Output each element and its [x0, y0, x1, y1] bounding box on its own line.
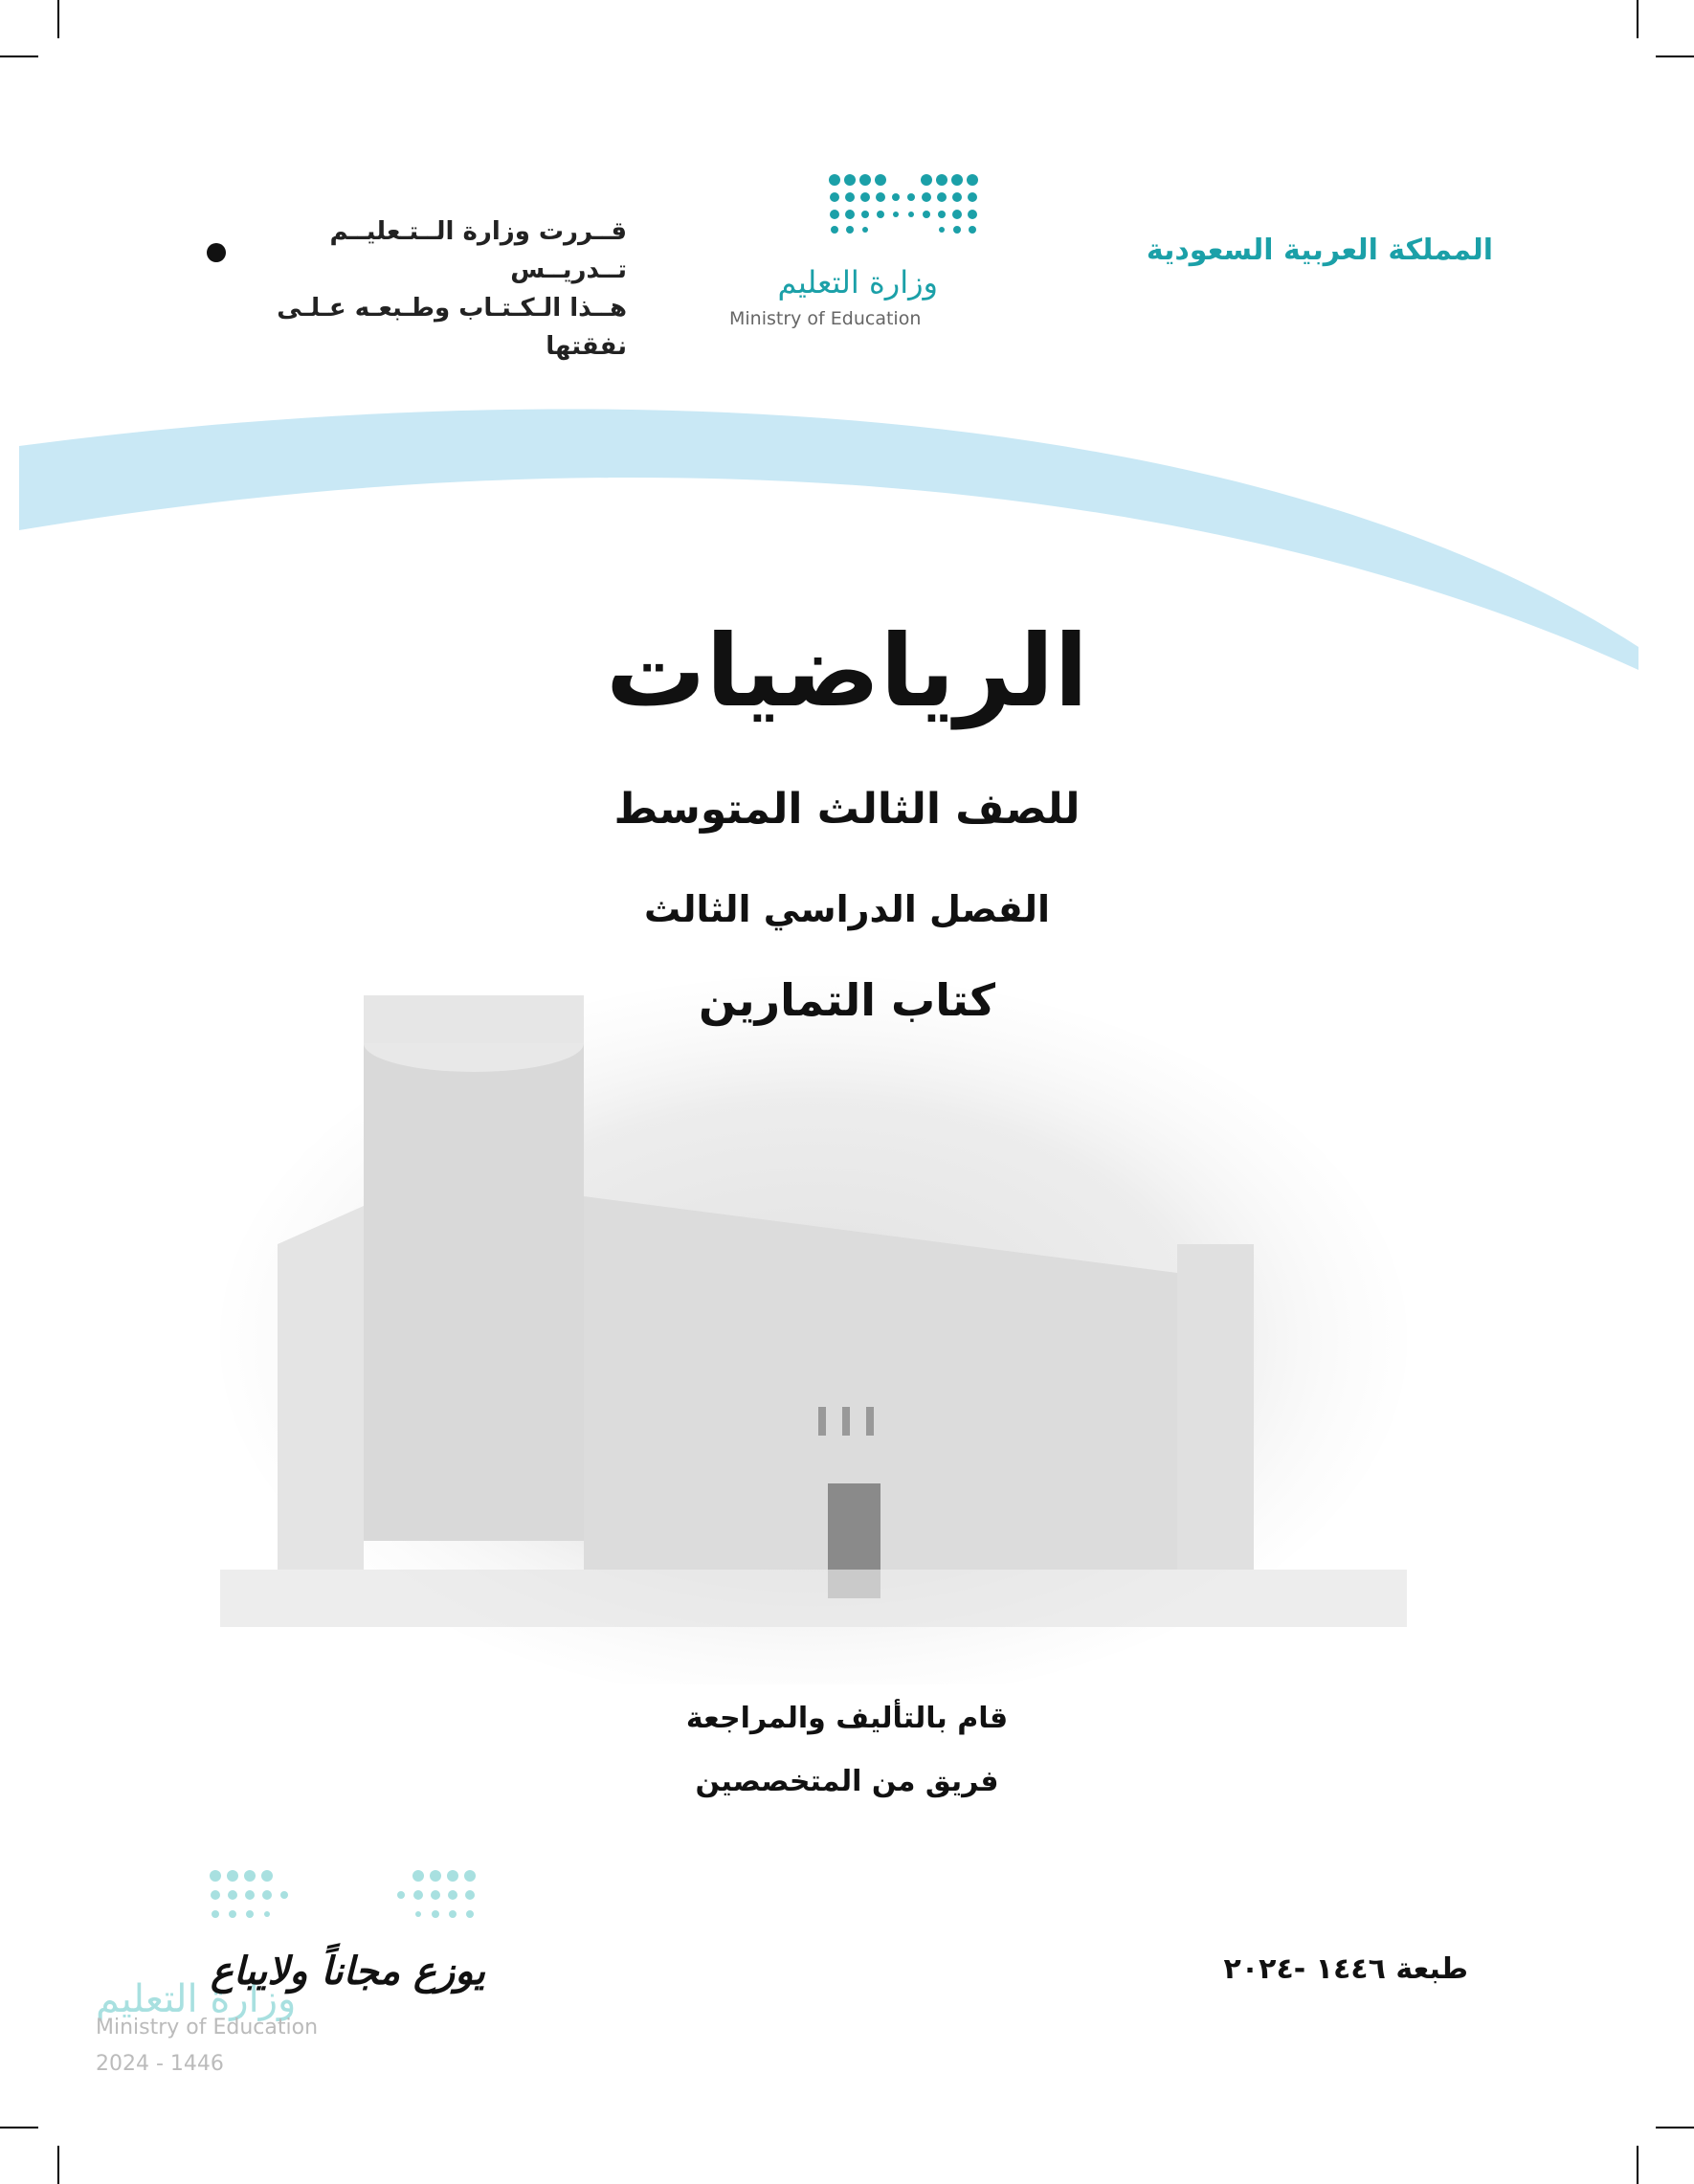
watermark-ministry-english: Ministry of Education	[96, 2016, 319, 2039]
decree-line: هــذا الـكـتـاب وطـبعـه عـلـى نفقتها	[277, 294, 627, 361]
book-type-label: كتاب التمارين	[698, 974, 996, 1026]
grade-subtitle: للصف الثالث المتوسط	[613, 785, 1081, 834]
semester-label: الفصل الدراسي الثالث	[644, 888, 1050, 930]
credits-line: فريق من المتخصصين	[695, 1765, 999, 1798]
watermark-ministry-arabic: وزارة التعليم	[96, 1977, 297, 2021]
decree-line: قــررت وزارة الــتـعليــم تــدريــس	[329, 217, 627, 284]
ministry-logo	[689, 168, 1053, 268]
watermark-year: 2024 - 1446	[96, 2052, 224, 2076]
fort-illustration	[220, 957, 1407, 1684]
crop-mark	[57, 2146, 59, 2184]
free-distribution-stamp: يوزع مجاناً ولايباع	[211, 1949, 485, 1994]
ministry-name-english: Ministry of Education	[729, 308, 922, 329]
crop-mark	[0, 2127, 38, 2128]
decree-text	[206, 212, 627, 366]
crop-mark	[1637, 2146, 1638, 2184]
kingdom-title: المملكة العربية السعودية	[1146, 234, 1493, 267]
crop-mark	[0, 56, 38, 57]
book-title: الرياضيات	[605, 613, 1088, 729]
crop-mark	[1637, 0, 1638, 38]
edition-label: طبعة ١٤٤٦ -٢٠٢٤	[1223, 1952, 1468, 1986]
ministry-name-arabic: وزارة التعليم	[777, 264, 938, 301]
ministry-dots-icon	[689, 168, 1053, 264]
crop-mark	[57, 0, 59, 38]
bullet-icon	[207, 243, 226, 262]
crop-mark	[1656, 56, 1694, 57]
watermark-dots-icon	[206, 1866, 493, 1943]
credits-line: قام بالتأليف والمراجعة	[685, 1702, 1009, 1735]
crop-mark	[1656, 2127, 1694, 2128]
